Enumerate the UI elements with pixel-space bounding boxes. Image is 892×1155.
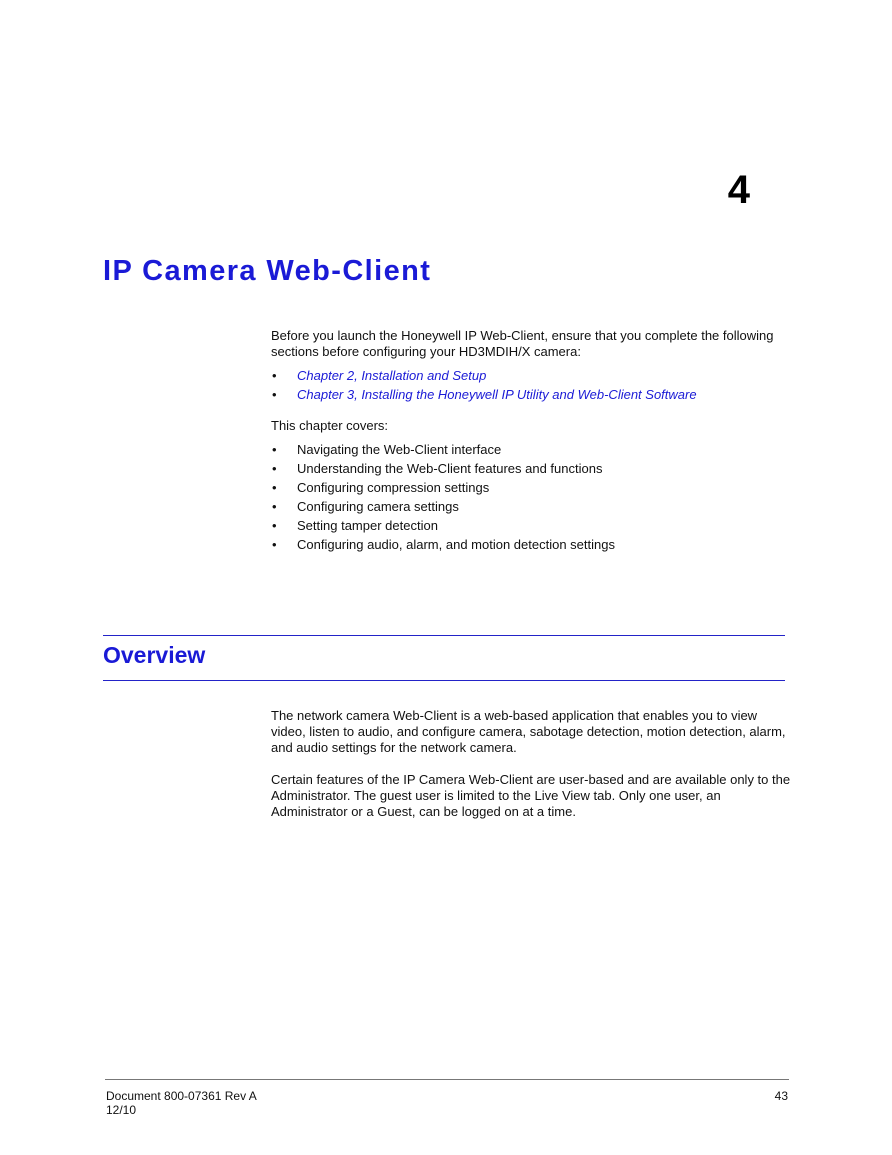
bullet-icon: •	[272, 499, 277, 514]
chapter-3-link[interactable]: Chapter 3, Installing the Honeywell IP Utility and Web-Client Software	[297, 387, 697, 402]
footer-rule	[105, 1079, 789, 1080]
list-item	[271, 385, 791, 404]
overview-heading: Overview	[103, 642, 206, 668]
chapter-2-link[interactable]: Chapter 2, Installation and Setup	[297, 368, 487, 383]
chapter-title: IP Camera Web-Client	[103, 255, 432, 287]
list-item-text: Setting tamper detection	[297, 518, 438, 533]
list-item	[271, 459, 791, 478]
footer-document-info	[106, 1089, 257, 1117]
list-item-text: Understanding the Web-Client features and functions	[297, 461, 603, 476]
bullet-icon: •	[272, 537, 277, 552]
bullet-icon: •	[272, 368, 277, 383]
prerequisite-link-list	[271, 366, 791, 404]
bullet-icon: •	[272, 442, 277, 457]
bullet-icon: •	[272, 518, 277, 533]
intro-paragraph: Before you launch the Honeywell IP Web-Client, ensure that you complete the following sections before configuring your HD3MDIH/X camera:	[271, 328, 774, 359]
list-item	[271, 366, 791, 385]
footer-document-id: Document 800-07361 Rev A	[106, 1089, 257, 1103]
list-item-text: Configuring compression settings	[297, 480, 490, 495]
footer-date: 12/10	[106, 1103, 137, 1117]
bullet-icon: •	[272, 480, 277, 495]
list-item-text: Navigating the Web-Client interface	[297, 442, 502, 457]
list-item	[271, 478, 791, 497]
chapter-number: 4	[727, 168, 750, 212]
list-item	[271, 516, 791, 535]
chapter-covers-list	[271, 440, 791, 554]
overview-paragraph-1: The network camera Web-Client is a web-based application that enables you to view video, listen to audio, and configure camera, sabotage detection, motion detection, alarm, and audio settings for the network camera.	[271, 708, 786, 755]
list-item	[271, 497, 791, 516]
overview-top-rule	[103, 635, 785, 636]
bullet-icon: •	[272, 387, 277, 402]
overview-paragraph-2: Certain features of the IP Camera Web-Client are user-based and are available only to the Administrator. The guest user is limited to the Live View tab. Only one user, an Administrator or a Guest, can be logged on at a time.	[271, 772, 791, 819]
list-item-text: Configuring camera settings	[297, 499, 459, 514]
covers-label: This chapter covers:	[271, 418, 389, 433]
list-item	[271, 535, 791, 554]
page-number: 43	[774, 1089, 788, 1103]
bullet-icon: •	[272, 461, 277, 476]
list-item	[271, 440, 791, 459]
overview-bottom-rule	[103, 680, 785, 681]
list-item-text: Configuring audio, alarm, and motion detection settings	[297, 537, 615, 552]
